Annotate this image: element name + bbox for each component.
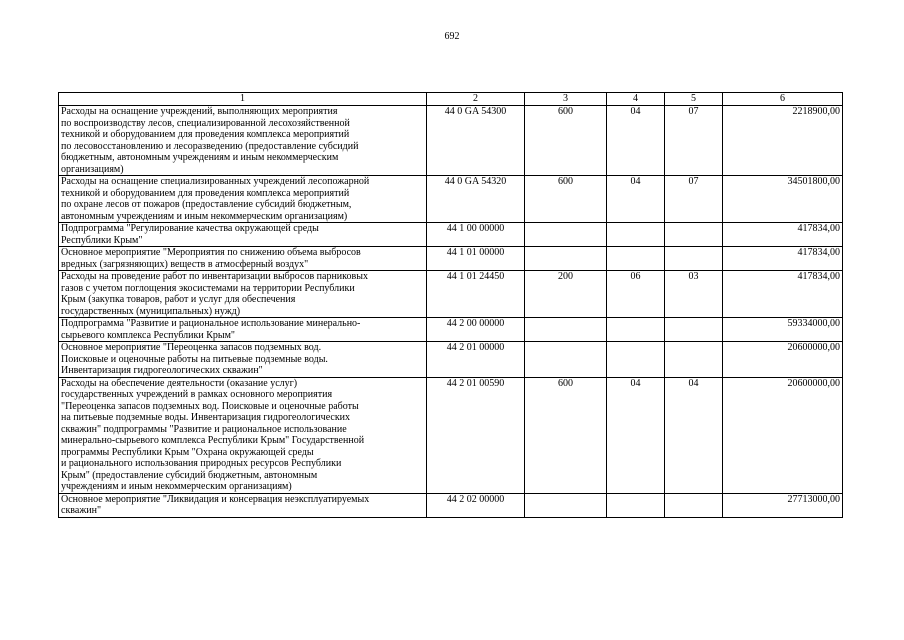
row-target-code: 44 2 01 00590 [427,377,525,493]
table-row [59,342,843,378]
table-header [59,93,843,106]
row-subsection [665,223,723,247]
row-section: 04 [607,106,665,176]
row-name: Расходы на проведение работ по инвентаризации выбросов парниковых газов с учетом поглощения экосистемами на территории Республики Крым (закупка товаров, работ и услуг для обеспечения государственных (муниципальных) нужд) [59,271,427,318]
table-row [59,271,843,318]
header-col-1: 1 [59,93,427,106]
row-expense-type [525,223,607,247]
row-subsection [665,318,723,342]
row-name: Основное мероприятие "Ликвидация и консервация неэксплуатируемых скважин" [59,493,427,517]
header-col-6: 6 [723,93,843,106]
row-subsection [665,493,723,517]
row-expense-type: 600 [525,176,607,223]
row-target-code: 44 1 01 24450 [427,271,525,318]
row-section [607,493,665,517]
row-amount: 417834,00 [723,271,843,318]
row-expense-type: 600 [525,106,607,176]
row-section [607,342,665,378]
row-amount: 59334000,00 [723,318,843,342]
row-target-code: 44 1 00 00000 [427,223,525,247]
table-row [59,318,843,342]
budget-table [58,92,843,518]
row-expense-type [525,342,607,378]
row-target-code: 44 0 GA 54300 [427,106,525,176]
row-target-code: 44 1 01 00000 [427,247,525,271]
row-subsection [665,342,723,378]
header-col-3: 3 [525,93,607,106]
row-target-code: 44 0 GA 54320 [427,176,525,223]
row-target-code: 44 2 02 00000 [427,493,525,517]
table-row [59,377,843,493]
row-section [607,318,665,342]
table-row [59,493,843,517]
row-subsection: 07 [665,176,723,223]
row-expense-type [525,493,607,517]
row-amount: 417834,00 [723,247,843,271]
table-row [59,223,843,247]
row-name: Расходы на обеспечение деятельности (оказание услуг) государственных учреждений в рамках основного мероприятия "Переоценка запасов подземных вод. Поисковые и оценочные работы на питьевые подземные воды. Инвентаризация гидрогеологических скважин" подпрограммы "Развитие и рациональное использование минерально-сырьевого комплекса Республики Крым" Государственной программы Республики Крым "Охрана окружающей среды и рационального использования природных ресурсов Республики Крым" (предоставление субсидий бюджетным, автономным учреждениям и иным некоммерческим организациям) [59,377,427,493]
row-amount: 27713000,00 [723,493,843,517]
row-section [607,223,665,247]
row-section [607,247,665,271]
row-name: Расходы на оснащение специализированных учреждений лесопожарной техникой и оборудованием для проведения комплекса мероприятий по охране лесов от пожаров (предоставление субсидий бюджетным, автономным учреждениям и иным некоммерческим организациям) [59,176,427,223]
row-target-code: 44 2 01 00000 [427,342,525,378]
row-amount: 20600000,00 [723,342,843,378]
row-subsection: 04 [665,377,723,493]
row-name: Подпрограмма "Развитие и рациональное использование минерально- сырьевого комплекса Республики Крым" [59,318,427,342]
table-row [59,106,843,176]
row-amount: 34501800,00 [723,176,843,223]
header-row [59,93,843,106]
row-amount: 417834,00 [723,223,843,247]
row-subsection [665,247,723,271]
row-section: 04 [607,176,665,223]
header-col-5: 5 [665,93,723,106]
table-body [59,106,843,518]
header-col-2: 2 [427,93,525,106]
header-col-4: 4 [607,93,665,106]
row-amount: 2218900,00 [723,106,843,176]
row-name: Основное мероприятие "Мероприятия по снижению объема выбросов вредных (загрязняющих) веществ в атмосферный воздух" [59,247,427,271]
row-expense-type: 600 [525,377,607,493]
row-section: 04 [607,377,665,493]
row-name: Основное мероприятие "Переоценка запасов подземных вод. Поисковые и оценочные работы на питьевые подземные воды. Инвентаризация гидрогеологических скважин" [59,342,427,378]
table-row [59,176,843,223]
page-number: 692 [444,31,460,42]
row-subsection: 03 [665,271,723,318]
row-subsection: 07 [665,106,723,176]
row-name: Подпрограмма "Регулирование качества окружающей среды Республики Крым" [59,223,427,247]
row-target-code: 44 2 00 00000 [427,318,525,342]
row-amount: 20600000,00 [723,377,843,493]
table-row [59,247,843,271]
row-expense-type [525,318,607,342]
row-expense-type [525,247,607,271]
row-section: 06 [607,271,665,318]
row-name: Расходы на оснащение учреждений, выполняющих мероприятия по воспроизводству лесов, специализированной лесохозяйственной техникой и оборудованием для проведения комплекса мероприятий по лесовосстановлению и лесоразведению (предоставление субсидий бюджетным, автономным учреждениям и иным некоммерческим организациям) [59,106,427,176]
row-expense-type: 200 [525,271,607,318]
